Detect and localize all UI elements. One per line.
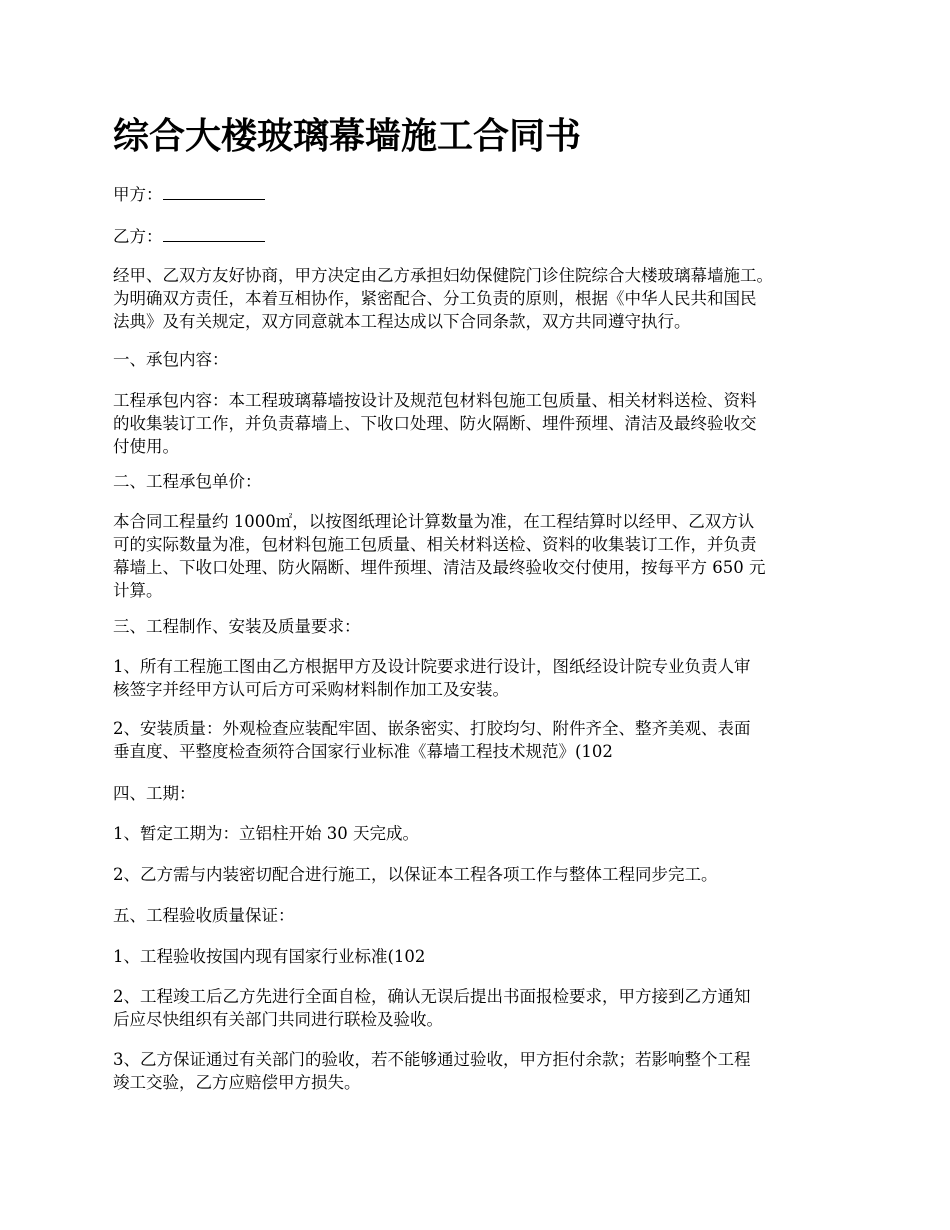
section-5-item-2-line: 2、工程竣工后乙方先进行全面自检，确认无误后提出书面报检要求，甲方接到乙方通知: [113, 987, 751, 1006]
intro-paragraph: [113, 264, 853, 333]
section-1-heading: 一、承包内容：: [113, 350, 229, 369]
party-b-label: 乙方：: [113, 227, 163, 246]
section-2-body: [113, 510, 853, 602]
document-title: 综合大楼玻璃幕墙施工合同书: [113, 115, 582, 157]
section-4-item-2: 2、乙方需与内装密切配合进行施工，以保证本工程各项工作与整体工程同步完工。: [113, 865, 718, 884]
section-1-line: 的收集装订工作，并负责幕墙上、下收口处理、防火隔断、埋件预埋、清洁及最终验收交: [113, 414, 757, 433]
party-b-blank: [163, 226, 265, 242]
section-5-item-3-line: 3、乙方保证通过有关部门的验收，若不能够通过验收，甲方拒付余款；若影响整个工程: [113, 1050, 751, 1069]
section-1-line: 工程承包内容：本工程玻璃幕墙按设计及规范包材料包施工包质量、相关材料送检、资料: [113, 391, 757, 410]
section-3-heading: 三、工程制作、安装及质量要求：: [113, 617, 361, 636]
party-a-label: 甲方：: [113, 185, 163, 204]
section-2-heading: 二、工程承包单价：: [113, 472, 262, 491]
section-5-item-2-line: 后应尽快组织有关部门共同进行联检及验收。: [113, 1010, 443, 1029]
section-2-line: 幕墙上、下收口处理、防火隔断、埋件预埋、清洁及最终验收交付使用，按每平方 650 元: [113, 558, 766, 577]
intro-line: 经甲、乙双方友好协商，甲方决定由乙方承担妇幼保健院门诊住院综合大楼玻璃幕墙施工。: [113, 266, 773, 285]
section-5-item-3: [113, 1048, 853, 1094]
section-4-heading: 四、工期：: [113, 784, 196, 803]
section-5-item-3-line: 竣工交验，乙方应赔偿甲方损失。: [113, 1073, 361, 1092]
section-5-heading: 五、工程验收质量保证：: [113, 906, 295, 925]
section-3-item-2: [113, 717, 853, 763]
section-1-line: 付使用。: [113, 437, 179, 456]
section-3-item-2-line: 2、安装质量：外观检查应装配牢固、嵌条密实、打胶均匀、附件齐全、整齐美观、表面: [113, 719, 751, 738]
section-3-item-1-line: 核签字并经甲方认可后方可采购材料制作加工及安装。: [113, 680, 509, 699]
party-b-line: [113, 225, 853, 248]
section-3-item-2-line: 垂直度、平整度检查须符合国家行业标准《幕墙工程技术规范》(102: [113, 742, 613, 761]
section-2-line: 可的实际数量为准，包材料包施工包质量、相关材料送检、资料的收集装订工作，并负责: [113, 535, 757, 554]
section-1-body: [113, 389, 853, 458]
section-5-item-2: [113, 985, 853, 1031]
section-2-line: 本合同工程量约 1000㎡，以按图纸理论计算数量为准，在工程结算时以经甲、乙双方认: [113, 512, 755, 531]
party-a-blank: [163, 184, 265, 200]
intro-line: 为明确双方责任，本着互相协作，紧密配合、分工负责的原则，根据《中华人民共和国民: [113, 289, 757, 308]
section-5-item-1: 1、工程验收按国内现有国家行业标准(102: [113, 947, 426, 966]
party-a-line: [113, 183, 853, 206]
section-3-item-1: [113, 655, 853, 701]
section-2-line: 计算。: [113, 581, 163, 600]
section-4-item-1: 1、暂定工期为：立铝柱开始 30 天完成。: [113, 824, 419, 843]
section-3-item-1-line: 1、所有工程施工图由乙方根据甲方及设计院要求进行设计，图纸经设计院专业负责人审: [113, 657, 751, 676]
intro-line: 法典》及有关规定，双方同意就本工程达成以下合同条款，双方共同遵守执行。: [113, 312, 691, 331]
